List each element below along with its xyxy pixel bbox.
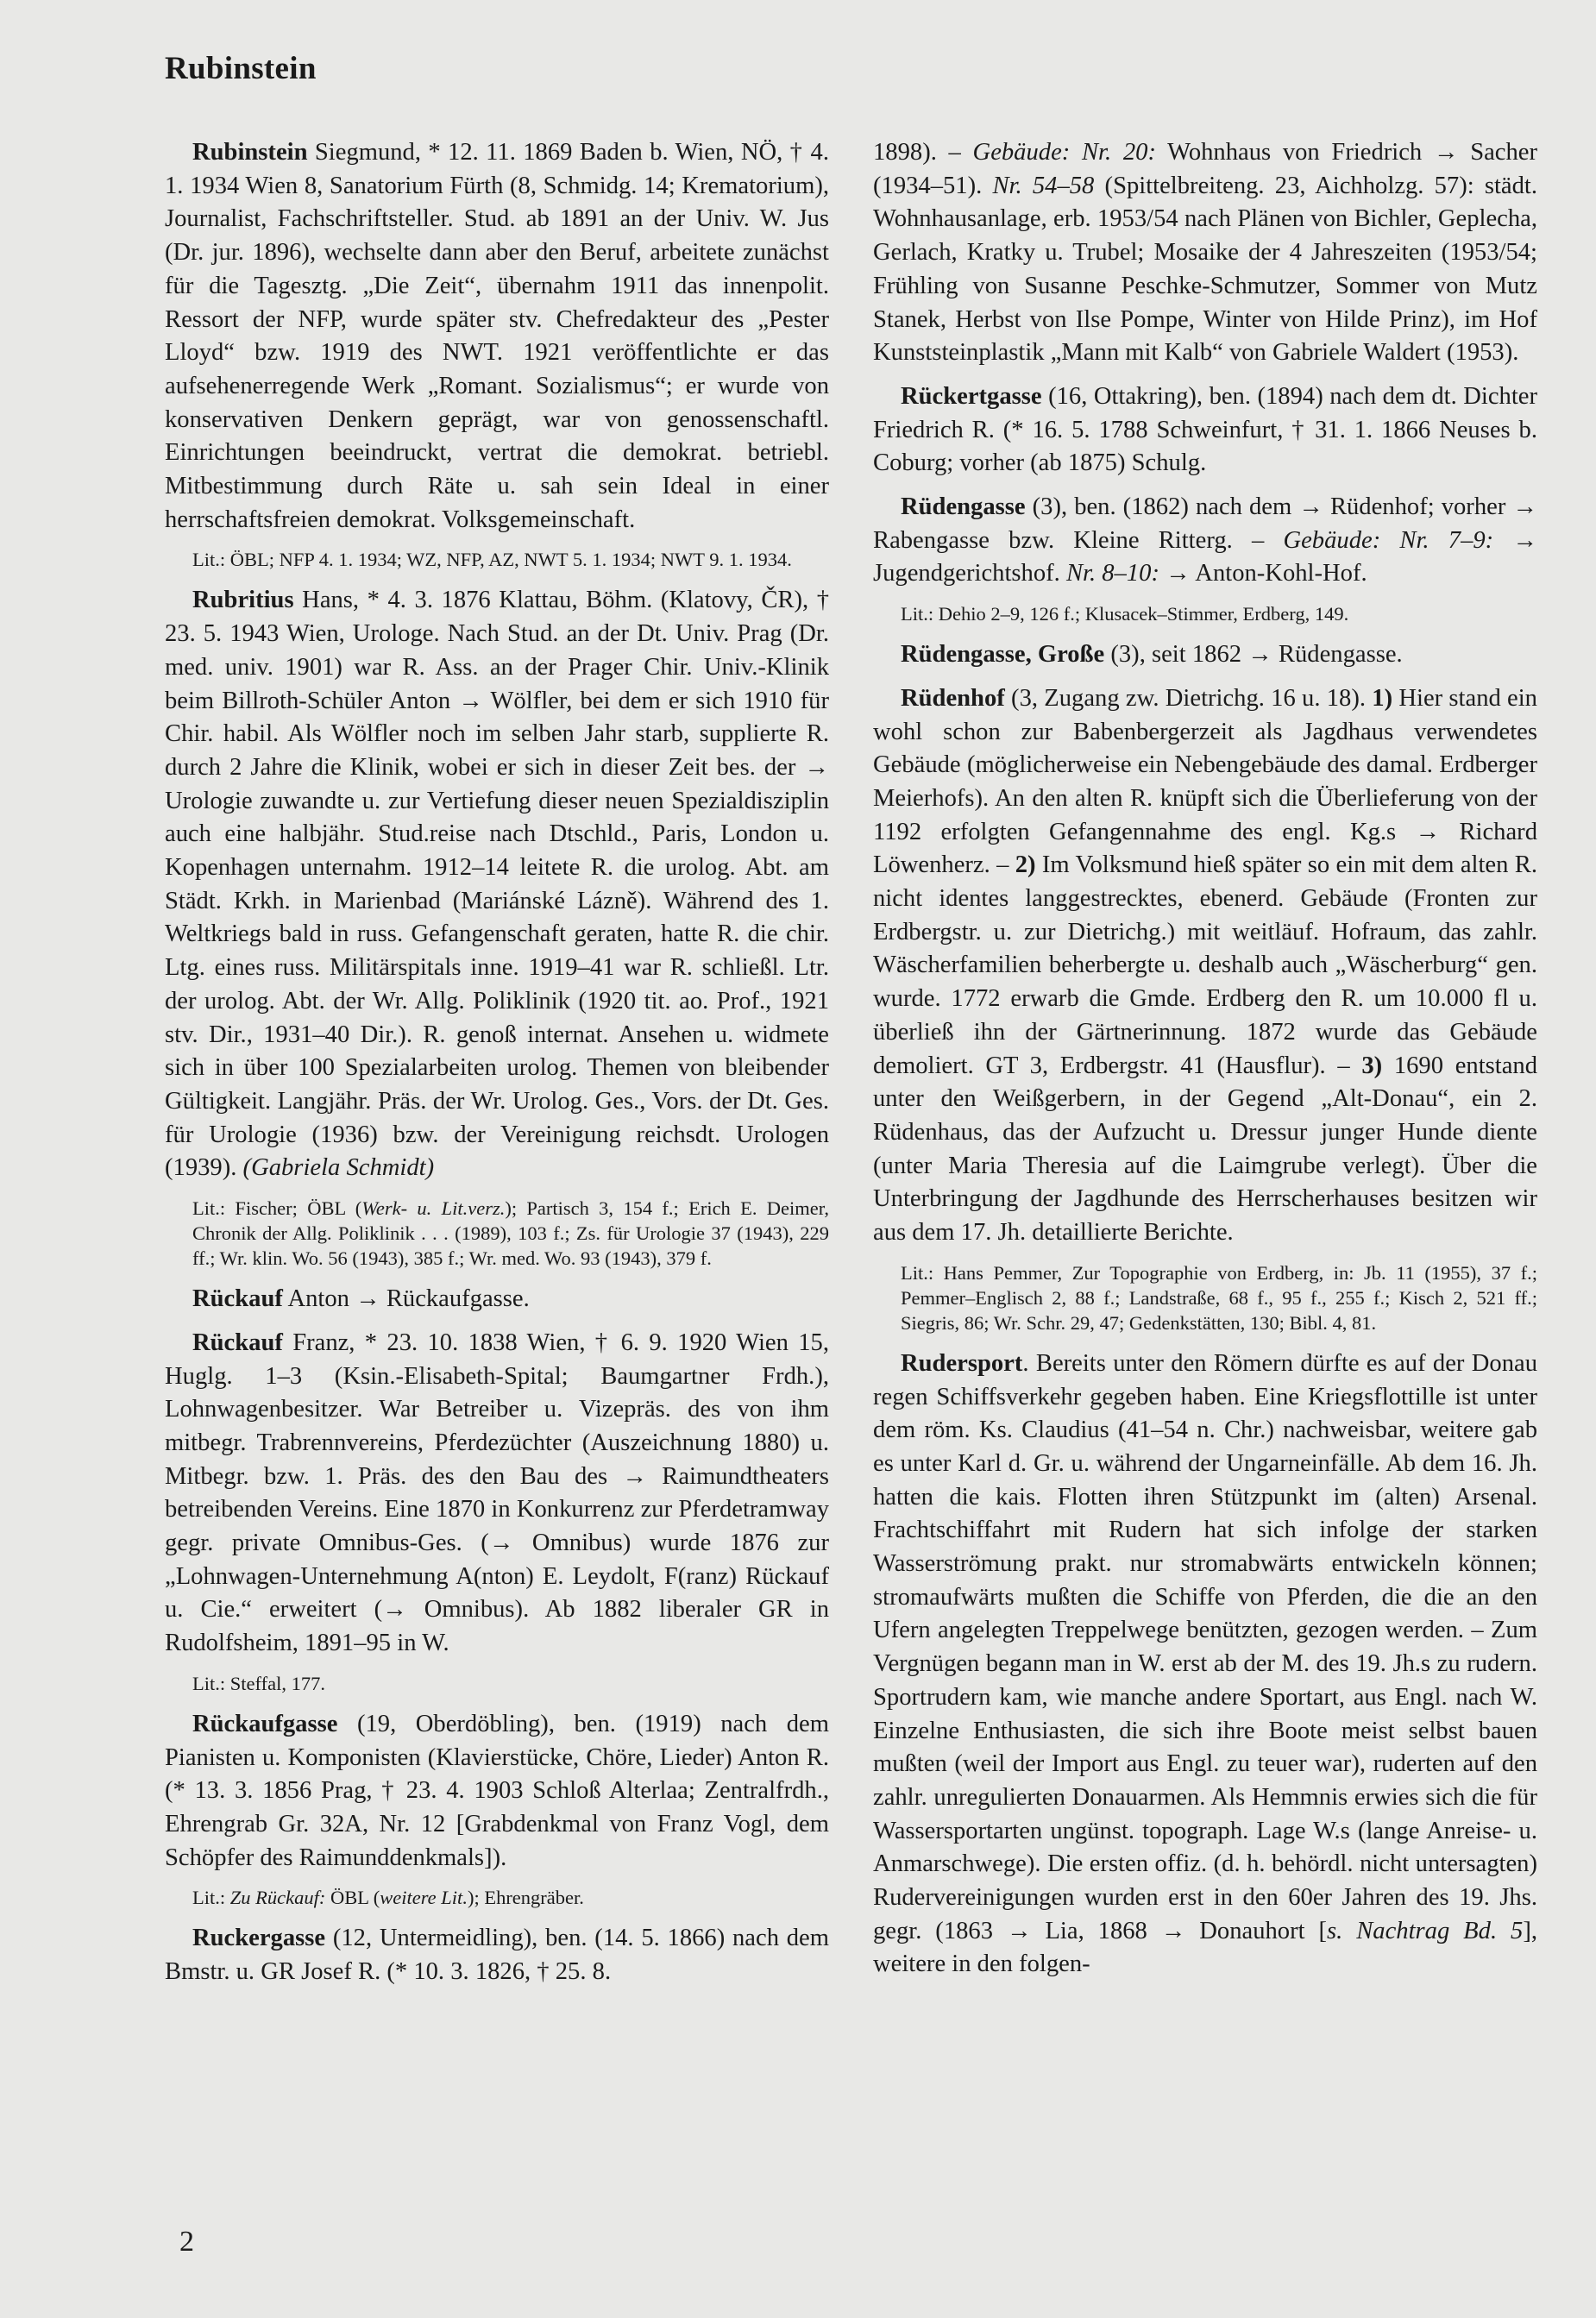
headword: Ruckergasse — [192, 1925, 326, 1952]
literature-note — [165, 1885, 829, 1910]
entry-text: → Jugendgerichtshof. — [873, 526, 1537, 587]
headword: Rüdengasse, Große — [901, 641, 1105, 669]
entry-text: (Spittelbreiteng. 23, Aichholzg. 57): städt. Wohnhausanlage, erb. 1953/54 nach Plänen von Bichler, Geplecha, Gerlach, Kratky u. Trubel; Mosaike der 4 Jahreszeiten (1953/54; Frühling von Susanne Peschke-Schmutzer, Sommer von Mutz Stanek, Herbst von Ilse Pompe, Winter von Hilde Prinz), im Hof Kunststeinplastik „Mann mit Kalb“ von Gabriele Waldert (1953). — [873, 172, 1538, 367]
entry-rubinstein — [165, 136, 829, 537]
section-number: 2) — [1015, 851, 1036, 879]
entry-text: . Bereits unter den Römern dürfte es auf der Donau regen Schiffsverkehr gegeben haben. Eine Kriegsflottille ist unter dem röm. Ks. Claudius (41–54 n. Chr.) nachweisbar, weitere gab es unter Karl d. Gr. u. während der Ungarneinfälle. Ab dem 16. Jh. hatten die kais. Flotten ihren Stützpunkt im (alten) Arsenal. Frachtschiffahrt mit Rudern hat sich infolge der starken Wasserströmung prakt. nur stromabwärts entwickeln können; stromaufwärts mußten die Schiffe von Pferden, die die an den Ufern angelegten Treppelwege benützten, gezogen werden. – Zum Vergnügen begann man in W. erst ab der M. des 19. Jh.s zu rudern. Sportrudern kam, wie manche andere Sportart, aus Engl. nach W. Einzelne Enthusiasten, die sich ihre Boote meist selbst bauen mußten (weil der Import aus Engl. zu teuer war), ruderten auf den zahlr. unregulierten Donauarmen. Als Hemmnis erwies sich die für Wassersportarten ungünst. topograph. Lage W.s (lange Anreise- u. Anmarschwege). Die ersten offiz. (d. h. behördl. nicht untersagten) Rudervereinigungen wurden erst in den 60er Jahren des 19. Jhs. gegr. (1863 → Lia, 1868 → Donauhort [ — [873, 1349, 1537, 1944]
italic-label: Nr. 54–58 — [992, 172, 1095, 199]
page-number: 2 — [179, 2226, 194, 2258]
right-column — [873, 136, 1537, 1992]
lit-text: ); Partisch 3, 154 f.; Erich E. Deimer, Chronik der Allg. Poliklinik . . . (1989), 103 f.; Zs. für Urologie 37 (1943), 229 ff.; Wr. klin. Wo. 56 (1943), 385 f.; Wr. med. Wo. 93 (1943), 379 f. — [192, 1197, 829, 1270]
headword: Rückaufgasse — [192, 1710, 338, 1737]
headword: Rückertgasse — [901, 382, 1042, 410]
entry-rueckauf-anton — [165, 1283, 829, 1316]
entry-rudersport — [873, 1347, 1537, 1982]
entry-continuation — [873, 136, 1537, 370]
section-number: 1) — [1372, 684, 1393, 712]
headword: Rückauf — [192, 1329, 283, 1356]
lit-text: ); Ehrengräber. — [467, 1887, 584, 1909]
entry-text: 1690 entstand unter den Weißgerbern, in der Gegend „Alt-Donau“, ein 2. Rüdenhaus, das der Aufzucht u. Dressur junger Hunde diente (unter Maria Theresia auf die Laimgrube verlegt). Über die Unterbringung der Jagdhunde des Herrscherhauses besitzen wir aus dem 17. Jh. detaillierte Berichte. — [873, 1052, 1537, 1247]
page-header: Rubinstein — [165, 51, 317, 86]
entry-ruckergasse — [165, 1922, 829, 1988]
entry-text: (16, Ottakring), ben. (1894) nach dem dt. Dichter Friedrich R. (* 16. 5. 1788 Schweinfurt, † 31. 1. 1866 Neuses b. Coburg; vorher (ab 1875) Schulg. — [873, 382, 1537, 477]
lit-italic: Werk- u. Lit.verz. — [361, 1197, 506, 1220]
literature-note: Lit.: Dehio 2–9, 126 f.; Klusacek–Stimmer, Erdberg, 149. — [901, 603, 1349, 625]
entry-text: Anton → Rückaufgasse. — [282, 1285, 530, 1313]
entry-text: Franz, * 23. 10. 1838 Wien, † 6. 9. 1920 Wien 15, Huglg. 1–3 (Ksin.-Elisabeth-Spital; Baumgartner Frdh.), Lohnwagenbesitzer. War Betreiber u. Vizepräs. des von ihm mitbegr. Trabrennvereins, Pferdezüchter (Auszeichnung 1880) u. Mitbegr. bzw. 1. Präs. des den Bau des → Raimundtheaters betreibenden Vereins. Eine 1870 in Konkurrenz zur Pferdetramway gegr. private Omnibus-Ges. (→ Omnibus) wurde 1876 zur „Lohnwagen-Unternehmung A(nton) E. Leydolt, F(ranz) Rückauf u. Cie.“ erweitert (→ Omnibus). Ab 1882 liberaler GR in Rudolfsheim, 1891–95 in W. — [165, 1329, 829, 1657]
entry-ruedenhof — [873, 682, 1537, 1250]
entry-text: (19, Oberdöbling), ben. (1919) nach dem Pianisten u. Komponisten (Klavierstücke, Chöre, Lieder) Anton R. (* 13. 3. 1856 Prag, † 23. 4. 1903 Schloß Alterlaa; Zentralfrdh., Ehrengrab Gr. 32A, Nr. 12 [Grabdenkmal von Franz Vogl, dem Schöpfer des Raimunddenkmals]). — [165, 1710, 829, 1871]
entry-text: Hier stand ein wohl schon zur Babenbergerzeit als Jagdhaus verwendetes Gebäude (möglicherweise ein Nebengebäude des damal. Erdberger Meierhofs). An den alten R. knüpft sich die Überlieferung von der 1192 erfolgten Gefangennahme des engl. Kg.s → Richard Löwenherz. – — [873, 684, 1537, 879]
lit-text: Lit.: Fischer; ÖBL ( — [192, 1197, 362, 1220]
entry-text: (12, Untermeidling), ben. (14. 5. 1866) nach dem Bmstr. u. GR Josef R. (* 10. 3. 1826, † 25. 8. — [165, 1925, 829, 1986]
literature-note: Lit.: Steffal, 177. — [192, 1672, 325, 1694]
italic-label: Nr. 8–10: — [1065, 560, 1159, 587]
author-signature: (Gabriela Schmidt) — [242, 1154, 435, 1182]
entry-ruedengasse — [873, 491, 1537, 591]
entry-text: Im Volksmund hieß später so ein mit dem alten R. nicht identes langgestrecktes, ebenerd. Gebäude (Fronten zur Erdbergstr. u. zur Dietrichg.) mit weitläuf. Hofraum, das zahlr. Wäscherfamilien beherbergte u. deshalb auch „Wäscherburg“ gen. wurde. 1772 erwarb die Gmde. Erdberg den R. um 10.000 fl u. überließ ihn der Gärtnerinnung. 1872 wurde das Gebäude demoliert. GT 3, Erdbergstr. 41 (Hausflur). – — [873, 851, 1537, 1079]
literature-note — [165, 1196, 829, 1271]
entry-rueckauf-franz — [165, 1327, 829, 1661]
entry-text: Hans, * 4. 3. 1876 Klattau, Böhm. (Klatovy, ČR), † 23. 5. 1943 Wien, Urologe. Nach Stud. an der Dt. Univ. Prag (Dr. med. univ. 1901) war R. Ass. an der Prager Chir. Univ.-Klinik beim Billroth-Schüler Anton → Wölfler, bei dem er sich 1910 für Chir. habil. Als Wölfler noch im selben Jahr starb, supplierte R. durch 2 Jahre die Klinik, wobei er sich in dieser Zeit bes. der → Urologie zuwandte u. zur Vertiefung dieser neuen Spezialdisziplin auch eine halbjähr. Stud.reise nach Dtschld., Paris, London u. Kopenhagen unternahm. 1912–14 leitete R. die urolog. Abt. am Städt. Krkh. in Marienbad (Mariánské Lázně). Während des 1. Weltkriegs bald in russ. Gefangenschaft geraten, hatte R. die chir. Ltg. eines russ. Militärspitals inne. 1919–41 war R. schließl. Ltr. der urolog. Abt. der Wr. Allg. Poliklinik (1920 tit. ao. Prof., 1921 stv. Dir., 1931–40 Dir.). R. genoß internat. Ansehen u. widmete sich in über 100 Spezialarbeiten urolog. Themen von bleibender Gültigkeit. Langjähr. Präs. der Wr. Urolog. Ges., Vors. der Dt. Ges. für Urologie (1936) bzw. der Vereinigung reichsdt. Urologen (1939). — [165, 587, 829, 1182]
entry-text: → Anton-Kohl-Hof. — [1159, 560, 1367, 587]
lit-text: Lit.: — [192, 1887, 230, 1909]
entry-text: Siegmund, * 12. 11. 1869 Baden b. Wien, NÖ, † 4. 1. 1934 Wien 8, Sanatorium Fürth (8, Schmidg. 14; Krematorium), Journalist, Fachschriftsteller. Stud. ab 1891 an der Univ. W. Jus (Dr. jur. 1896), wechselte dann aber den Beruf, arbeitete zunächst für die Tagesztg. „Die Zeit“, übernahm 1911 das innenpolit. Ressort der NFP, wurde später stv. Chefredakteur des „Pester Lloyd“ bzw. 1919 des NWT. 1921 veröffentlichte er das aufsehenerregende Werk „Romant. Sozialismus“; er wurde von konservativen Denkern geprägt, war von genossenschaftl. Einrichtungen beeindruckt, vertrat die demokrat. betriebl. Mitbestimmung durch Räte u. sah sein Ideal in einer herrschaftsfreien demokrat. Volksgemeinschaft. — [165, 139, 829, 533]
headword: Rückauf — [192, 1285, 283, 1313]
headword: Rüdenhof — [901, 684, 1005, 712]
literature-note: Lit.: ÖBL; NFP 4. 1. 1934; WZ, NFP, AZ, NWT 5. 1. 1934; NWT 9. 1. 1934. — [192, 549, 792, 571]
section-number: 3) — [1361, 1052, 1383, 1079]
entry-rubritius — [165, 584, 829, 1185]
entry-rueckaufgasse — [165, 1708, 829, 1875]
headword: Rubinstein — [192, 139, 308, 166]
italic-label: s. Nachtrag Bd. 5 — [1327, 1917, 1524, 1944]
entry-text: (3), seit 1862 → Rüdengasse. — [1104, 641, 1403, 669]
left-column — [165, 136, 829, 2000]
entry-text: (3), ben. (1862) nach dem → Rüdenhof; vorher → Rabengasse bzw. Kleine Ritterg. – — [873, 493, 1537, 554]
italic-label: Gebäude: Nr. 7–9: — [1283, 526, 1494, 554]
headword: Rudersport — [901, 1349, 1023, 1377]
entry-rueckertgasse — [873, 380, 1537, 481]
entry-text: Wohnhaus von Friedrich → Sacher (1934–51). — [873, 139, 1537, 199]
lit-italic: Zu Rückauf: — [229, 1887, 326, 1909]
headword: Rubritius — [192, 587, 294, 614]
entry-ruedengasse-grosse — [873, 638, 1537, 672]
italic-label: Gebäude: Nr. 20: — [972, 139, 1156, 166]
entry-text: 1898). – — [873, 139, 973, 166]
headword: Rüdengasse — [901, 493, 1026, 521]
lit-text: ÖBL ( — [325, 1887, 380, 1909]
lit-italic: weitere Lit. — [380, 1887, 468, 1909]
literature-note: Lit.: Hans Pemmer, Zur Topographie von Erdberg, in: Jb. 11 (1955), 37 f.; Pemmer–Englisch 2, 88 f.; Landstraße, 68 f., 95 f., 255 f.; Kisch 2, 521 ff.; Siegris, 86; Wr. Schr. 29, 47; Gedenkstätten, 130; Bibl. 4, 81. — [901, 1261, 1537, 1334]
entry-text: (3, Zugang zw. Dietrichg. 16 u. 18). — [1004, 684, 1373, 712]
entry-text: ], weitere in den folgen- — [873, 1917, 1537, 1978]
